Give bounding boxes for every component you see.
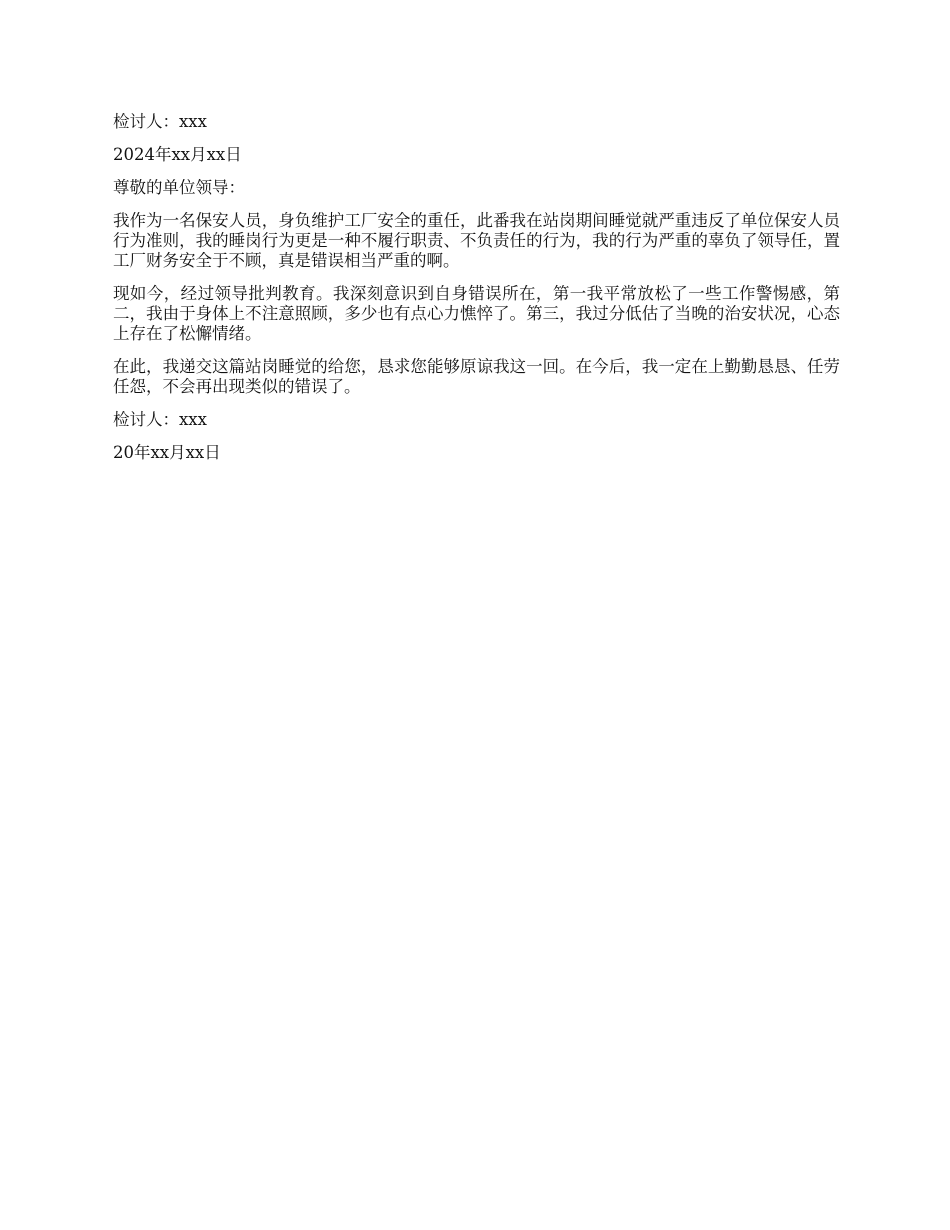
body-paragraph-1: 我作为一名保安人员，身负维护工厂安全的重任，此番我在站岗期间睡觉就严重违反了单位保安人员行为准则，我的睡岗行为更是一种不履行职责、不负责任的行为，我的行为严重的辜负了领导任，置工厂财务安全于不顾，真是错误相当严重的啊。 <box>113 211 840 270</box>
salutation: 尊敬的单位领导： <box>113 178 245 197</box>
document-body <box>113 112 840 476</box>
body-paragraph-3: 在此，我递交这篇站岗睡觉的给您，恳求您能够原谅我这一回。在今后，我一定在上勤勤恳恳、任劳任怨，不会再出现类似的错误了。 <box>113 357 840 396</box>
header-signature: 检讨人：xxx <box>113 112 207 131</box>
body-paragraph-2: 现如今，经过领导批判教育。我深刻意识到自身错误所在，第一我平常放松了一些工作警惕感，第二，我由于身体上不注意照顾，多少也有点心力憔悴了。第三，我过分低估了当晚的治安状况，心态上存在了松懈情绪。 <box>113 284 840 343</box>
footer-signature: 检讨人：xxx <box>113 410 207 429</box>
header-date: 2024年xx月xx日 <box>113 145 242 164</box>
footer-date: 20年xx月xx日 <box>113 443 221 462</box>
